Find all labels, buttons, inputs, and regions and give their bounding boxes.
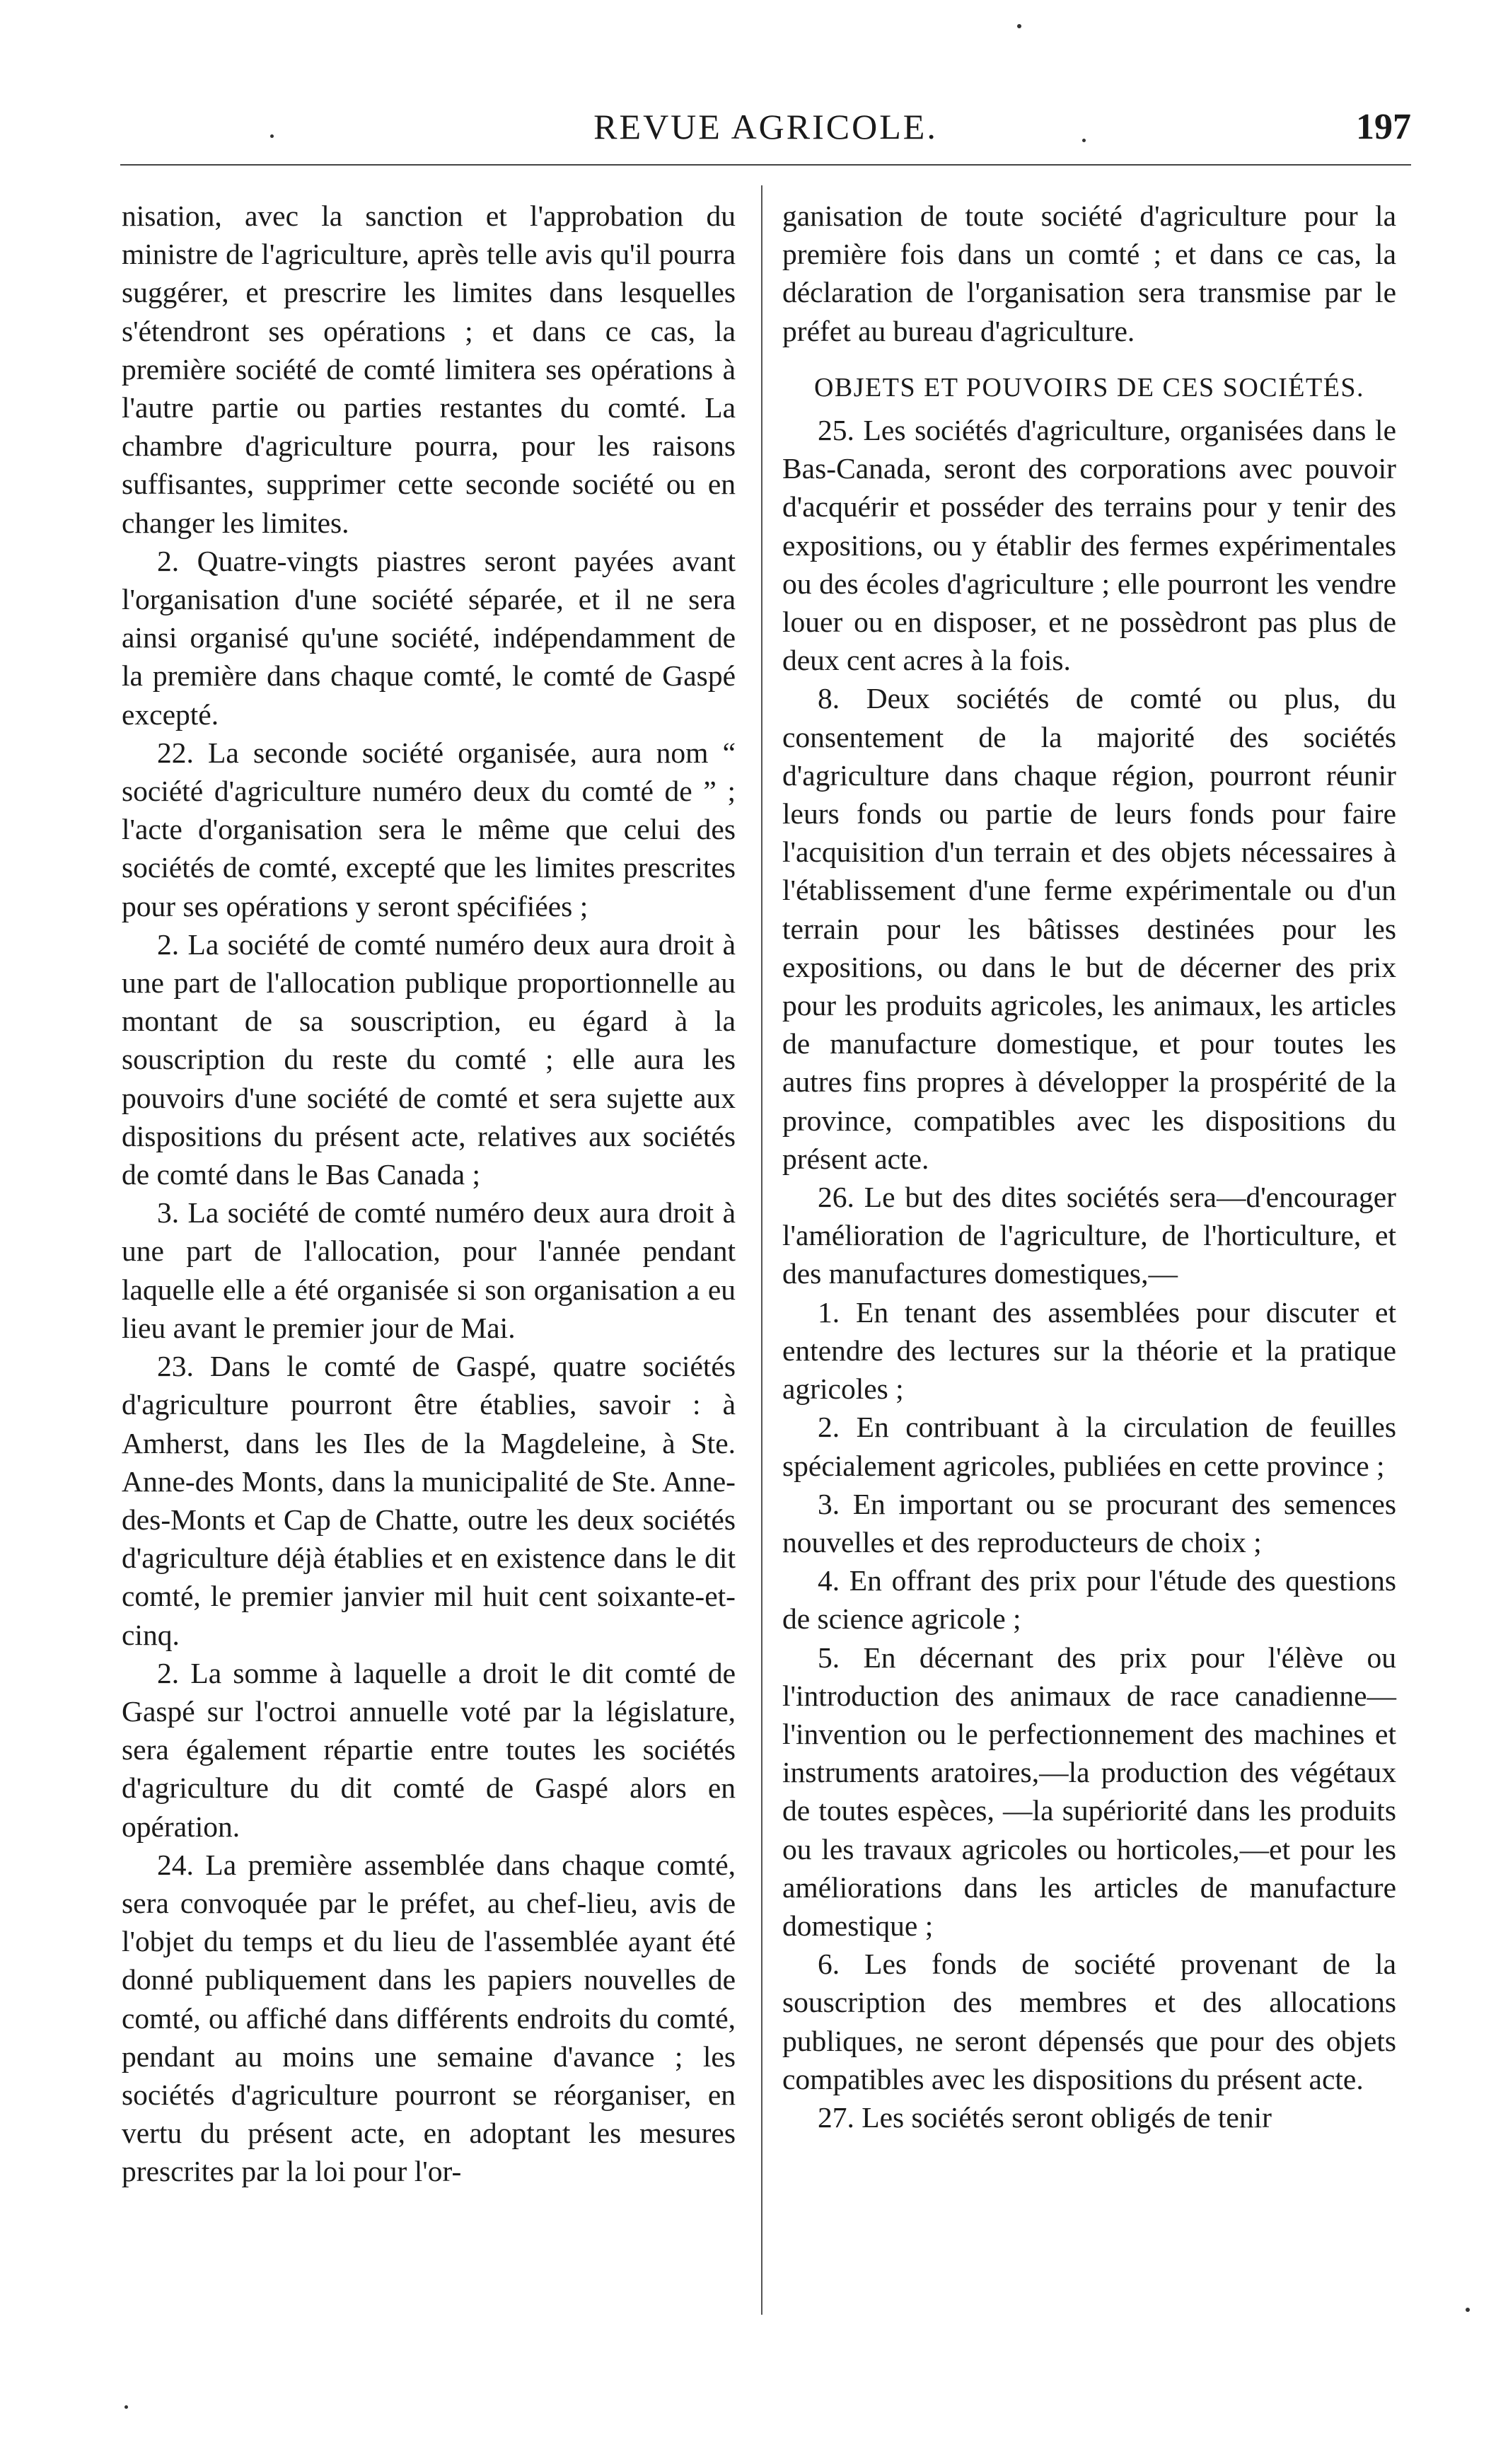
section-heading: OBJETS ET POUVOIRS DE CES SOCIÉTÉS. xyxy=(813,372,1365,403)
paragraph: 2. La somme à laquelle a droit le dit comté de Gaspé sur l'octroi annuelle voté par la législature, sera également répartie entre toutes les sociétés d'agriculture du dit comté de Gaspé alors en opération. xyxy=(122,1656,736,1843)
page-number: 197 xyxy=(1356,107,1411,147)
paragraph: 23. Dans le comté de Gaspé, quatre sociétés d'agriculture pourront être établies, savoir : à Amherst, dans les Iles de la Magdeleine, à Ste. Anne-des Monts, dans la municipalité de Ste. Anne-des-Monts et Cap de Chatte, outre les deux sociétés d'agriculture déjà établies et en existence dans le dit comté, le premier janvier mil huit cent soixante-et-cinq. xyxy=(122,1350,736,1651)
paragraph: 24. La première assemblée dans chaque comté, sera convoquée par le préfet, au chef-lieu, avis de l'objet du temps et du lieu de l'assemblée ayant été donné publiquement dans les papiers nouvelles de comté, ou affiché dans différents endroits du comté, pendant au moins une semaine d'avance ; les sociétés d'agriculture pourront se réorganiser, en vertu du présent acte, en adoptant les mesures prescrites par la loi pour l'or- xyxy=(122,1848,736,2188)
list-item: 2. En contribuant à la circulation de feuilles spécialement agricoles, publiées en cette province ; xyxy=(782,1411,1396,1482)
list-item: 5. En décernant des prix pour l'élève ou l'introduction des animaux de race canadienne—l'invention ou le perfectionnement des machines et instruments aratoires,—la production des végétaux de toutes espèces, —la supériorité dans les produits ou les travaux agricoles ou horticoles,—et pour les améliorations dans les articles de manufacture domestique ; xyxy=(782,1641,1396,1942)
paragraph: 22. La seconde société organisée, aura nom “ société d'agriculture numéro deux du comté de ” ; l'acte d'organisation sera le même que celui des sociétés de comté, excepté que les limites prescrites pour ses opérations y seront spécifiées ; xyxy=(122,736,736,922)
paragraph: 26. Le but des dites sociétés sera—d'encourager l'amélioration de l'agriculture, de l'horticulture, et des manufactures domestiques,— xyxy=(782,1181,1396,1290)
print-speck xyxy=(1466,2308,1470,2312)
print-speck xyxy=(1017,24,1021,28)
paragraph: 27. Les sociétés seront obligés de tenir xyxy=(818,2100,1272,2134)
running-title: REVUE AGRICOLE. xyxy=(593,107,938,146)
list-item: 3. En important ou se procurant des semences nouvelles et des reproducteurs de choix ; xyxy=(782,1487,1396,1558)
paragraph: 25. Les sociétés d'agriculture, organisées dans le Bas-Canada, seront des corporations avec pouvoir d'acquérir et posséder des terrains pour y tenir des expositions, ou y établir des fermes expérimentales ou des écoles d'agriculture ; elle pourront les vendre louer ou en disposer, et ne possèdront pas plus de deux cent acres à la fois. xyxy=(782,414,1396,677)
print-speck xyxy=(270,134,274,138)
column-divider xyxy=(761,185,762,2315)
list-item: 6. Les fonds de société provenant de la souscription des membres et des allocations publiques, ne seront dépensés que pour des objets compatibles avec les dispositions du présent acte. xyxy=(782,1948,1396,2095)
list-item: 1. En tenant des assemblées pour discuter et entendre des lectures sur la théorie et la pratique agricoles ; xyxy=(782,1295,1396,1406)
paragraph: ganisation de toute société d'agriculture pour la première fois dans un comté ; et dans ce cas, la déclaration de l'organisation sera transmise par le préfet au bureau d'agriculture. xyxy=(782,199,1396,347)
paragraph: nisation, avec la sanction et l'approbation du ministre de l'agriculture, après telle avis qu'il pourra suggérer, et prescrire les limites dans lesquelles s'étendront ses opérations ; et dans ce cas, la première société de comté limitera ses opérations à l'autre partie ou parties restantes du comté. La chambre d'agriculture pourra, pour les raisons suffisantes, supprimer cette seconde société ou en changer les limites. xyxy=(122,199,736,539)
print-speck xyxy=(124,2405,128,2409)
left-column xyxy=(122,197,736,2191)
paragraph: 8. Deux sociétés de comté ou plus, du consentement de la majorité des sociétés d'agriculture dans chaque région, pourront réunir leurs fonds ou partie de leurs fonds pour faire l'acquisition d'un terrain et des objets nécessaires à l'établissement d'une ferme expérimentale ou d'un terrain pour les bâtisses destinées pour les expositions, ou dans le but de décerner des prix pour les produits agricoles, les animaux, les articles de manufacture domestique, et pour toutes les autres fins propres à développer la prospérité de la province, compatibles avec les dispositions du présent acte. xyxy=(782,682,1396,1175)
print-speck xyxy=(1082,139,1086,142)
paragraph: 2. La société de comté numéro deux aura droit à une part de l'allocation publique proportionnelle au montant de sa souscription, eu égard à la souscription du reste du comté ; elle aura les pouvoirs d'une société de comté et sera sujette aux dispositions du présent acte, relatives aux sociétés de comté dans le Bas Canada ; xyxy=(122,927,736,1191)
paragraph: 2. Quatre-vingts piastres seront payées avant l'organisation d'une société séparée, et il ne sera ainsi organisé qu'une société, indépendamment de la première dans chaque comté, le comté de Gaspé excepté. xyxy=(122,544,736,731)
list-item: 4. En offrant des prix pour l'étude des questions de science agricole ; xyxy=(782,1564,1396,1636)
header-rule xyxy=(120,164,1411,166)
right-column xyxy=(782,197,1396,2136)
running-header xyxy=(120,106,1411,156)
paragraph: 3. La société de comté numéro deux aura droit à une part de l'allocation, pour l'année pendant laquelle elle a été organisée si son organisation a eu lieu avant le premier jour de Mai. xyxy=(122,1196,736,1344)
